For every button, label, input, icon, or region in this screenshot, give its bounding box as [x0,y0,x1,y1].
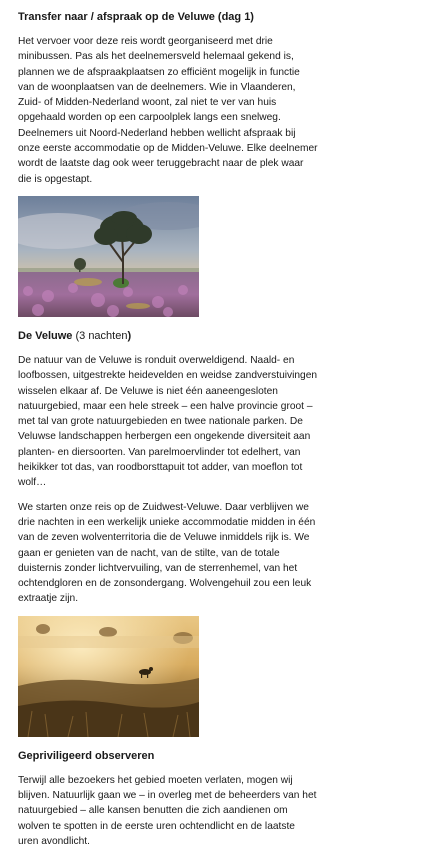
section-title-observing: Gepriviligeerd observeren [18,749,155,762]
paragraph-transfer: Het vervoer voor deze reis wordt georganiseerd met drie minibussen. Pas als het deelnemersveld helemaal gekend is, plannen we de afspraakplaatsen zo efficiënt mogelijk in functie van de woonplaatsen van de deelnemers. Wie in Vlaanderen, Zuid- of Midden-Nederland woont, zal niet te ver van huis opgehaald worden op een carpoolplek langs een snelweg. Deelnemers uit Noord-Nederland hebben wellicht afspraak bij onze eerste accommodatie op de Midden-Veluwe. Elke deelnemer wordt de laatste dag ook weer teruggebracht naar de plek waar die is opgestapt. [18,36,318,185]
title-veluwe-bold: De Veluwe [18,329,73,342]
section-title-transfer: Transfer naar / afspraak op de Veluwe (dag 1) [18,11,254,23]
misty-heath-wolf-photo [18,616,199,737]
section-title-veluwe [18,329,318,343]
paragraph-veluwe-nature: De natuur van de Veluwe is ronduit overweldigend. Naald- en loofbossen, uitgestrekte heidevelden en weidse zandverstuivingen wisselen elkaar af. De Veluwe is niet één aaneengesloten natuurgebied, maar een hele streek – een halve provincie groot – met tal van grote natuurgebieden en twee nationale parken. De Veluwse landschappen herbergen een ongekende diversiteit aan planten- en diersoorten. Van parelmoervlinder tot edelhert, van heikikker tot das, van roodborsttapuit tot adder, van moeflon tot wolf… [18,354,318,489]
paragraph-veluwe-start: We starten onze reis op de Zuidwest-Veluwe. Daar verblijven we drie nachten in een werkelijk unieke accommodatie midden in één van de zeven wolventerritoria die de Veluwe inmiddels rijk is. We gaan er genieten van de nacht, van de stilte, van de totale duisternis zonder lichtvervuiling, van de sterrenhemel, van het ochtendgloren en de zonsondergang. Wolvengehuil zou een leuk extraatje zijn. [18,501,316,605]
title-veluwe-nights: (3 nachten [72,329,128,342]
paragraph-observing: Terwijl alle bezoekers het gebied moeten verlaten, mogen wij blijven. Natuurlijk gaan we – in overleg met de beheerders van het natuurgebied – alle kansen benutten die zich aandienen om wolven te spotten in de eerste uren ochtendlicht en de laatste uren avondlicht. [18,774,317,847]
title-veluwe-close: ) [127,329,132,342]
heathland-tree-photo [18,196,199,317]
